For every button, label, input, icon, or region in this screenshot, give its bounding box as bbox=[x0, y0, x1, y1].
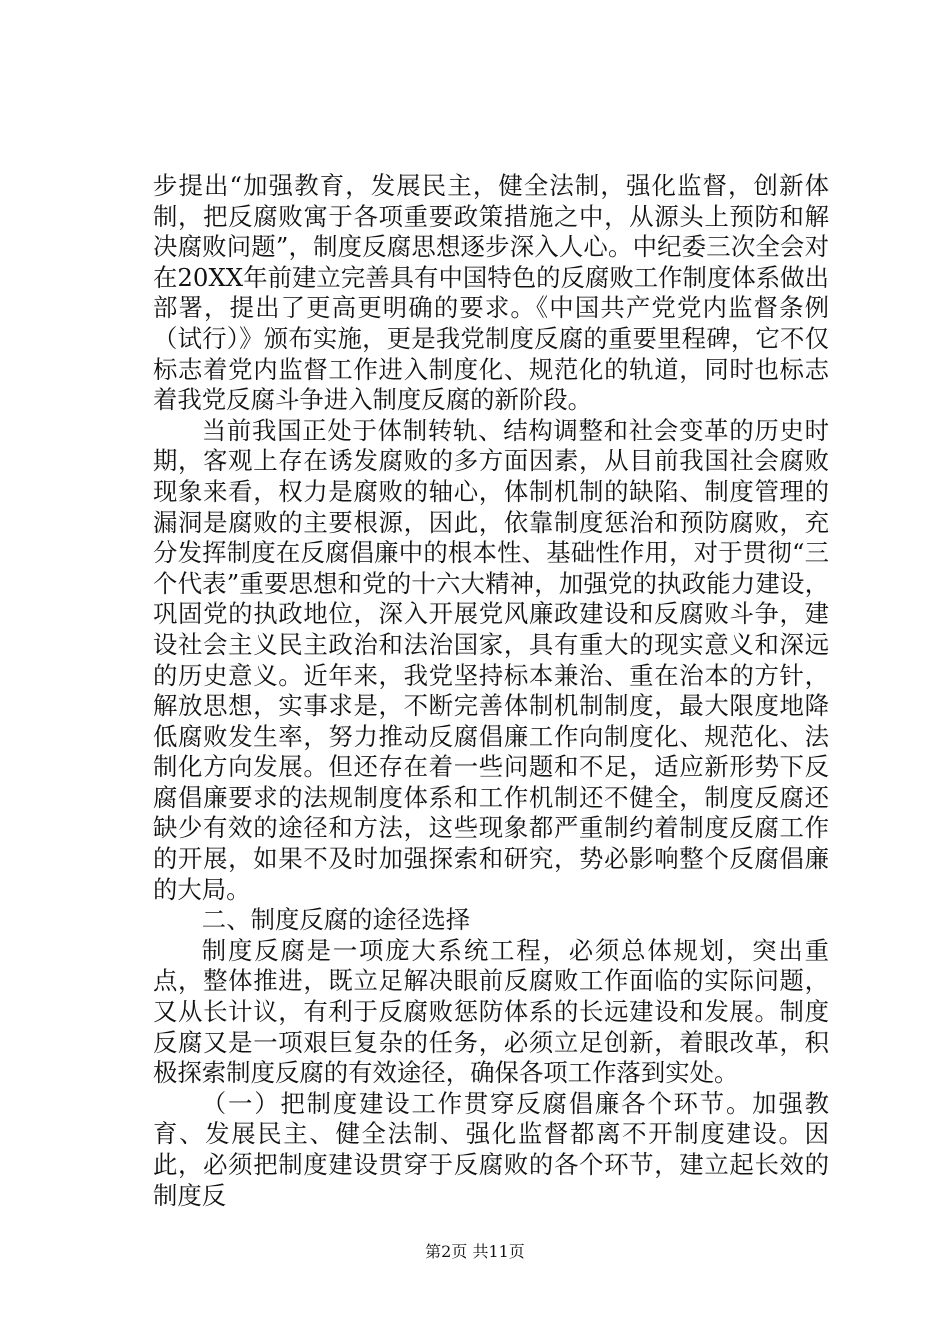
paragraph: 制度反腐是一项庞大系统工程，必须总体规划，突出重点，整体推进，既立足解决眼前反腐败工作面临的实际问题，又从长计议，有利于反腐败惩防体系的长远建设和发展。制度反腐又是一项艰巨复杂的任务，必须立足创新，着眼改革，积极探索制度反腐的有效途径，确保各项工作落到实处。 bbox=[153, 935, 829, 1088]
paragraph: （一）把制度建设工作贯穿反腐倡廉各个环节。加强教育、发展民主、健全法制、强化监督都离不开制度建设。因此，必须把制度建设贯穿于反腐败的各个环节，建立起长效的制度反 bbox=[153, 1088, 829, 1210]
document-body bbox=[153, 171, 829, 1211]
paragraph: 当前我国正处于体制转轨、结构调整和社会变革的历史时期，客观上存在诱发腐败的多方面因素，从目前我国社会腐败现象来看，权力是腐败的轴心，体制机制的缺陷、制度管理的漏洞是腐败的主要根源，因此，依靠制度惩治和预防腐败，充分发挥制度在反腐倡廉中的根本性、基础性作用，对于贯彻“三个代表”重要思想和党的十六大精神，加强党的执政能力建设，巩固党的执政地位，深入开展党风廉政建设和反腐败斗争，建设社会主义民主政治和法治国家，具有重大的现实意义和深远的历史意义。近年来，我党坚持标本兼治、重在治本的方针，解放思想，实事求是，不断完善体制机制制度，最大限度地降低腐败发生率，努力推动反腐倡廉工作向制度化、规范化、法制化方向发展。但还存在着一些问题和不足，适应新形势下反腐倡廉要求的法规制度体系和工作机制还不健全，制度反腐还缺少有效的途径和方法，这些现象都严重制约着制度反腐工作的开展，如果不及时加强探索和研究，势必影响整个反腐倡廉的大局。 bbox=[153, 415, 829, 904]
page-number-footer: 第2页 共11页 bbox=[425, 1242, 525, 1261]
paragraph-continued: 步提出“加强教育，发展民主，健全法制，强化监督，创新体制，把反腐败寓于各项重要政策措施之中，从源头上预防和解决腐败问题”，制度反腐思想逐步深入人心。中纪委三次全会对在20XX年前建立完善具有中国特色的反腐败工作制度体系做出部署，提出了更高更明确的要求。《中国共产党党内监督条例（试行）》颁布实施，更是我党制度反腐的重要里程碑，它不仅标志着党内监督工作进入制度化、规范化的轨道，同时也标志着我党反腐斗争进入制度反腐的新阶段。 bbox=[153, 171, 829, 415]
section-heading: 二、制度反腐的途径选择 bbox=[201, 905, 471, 935]
